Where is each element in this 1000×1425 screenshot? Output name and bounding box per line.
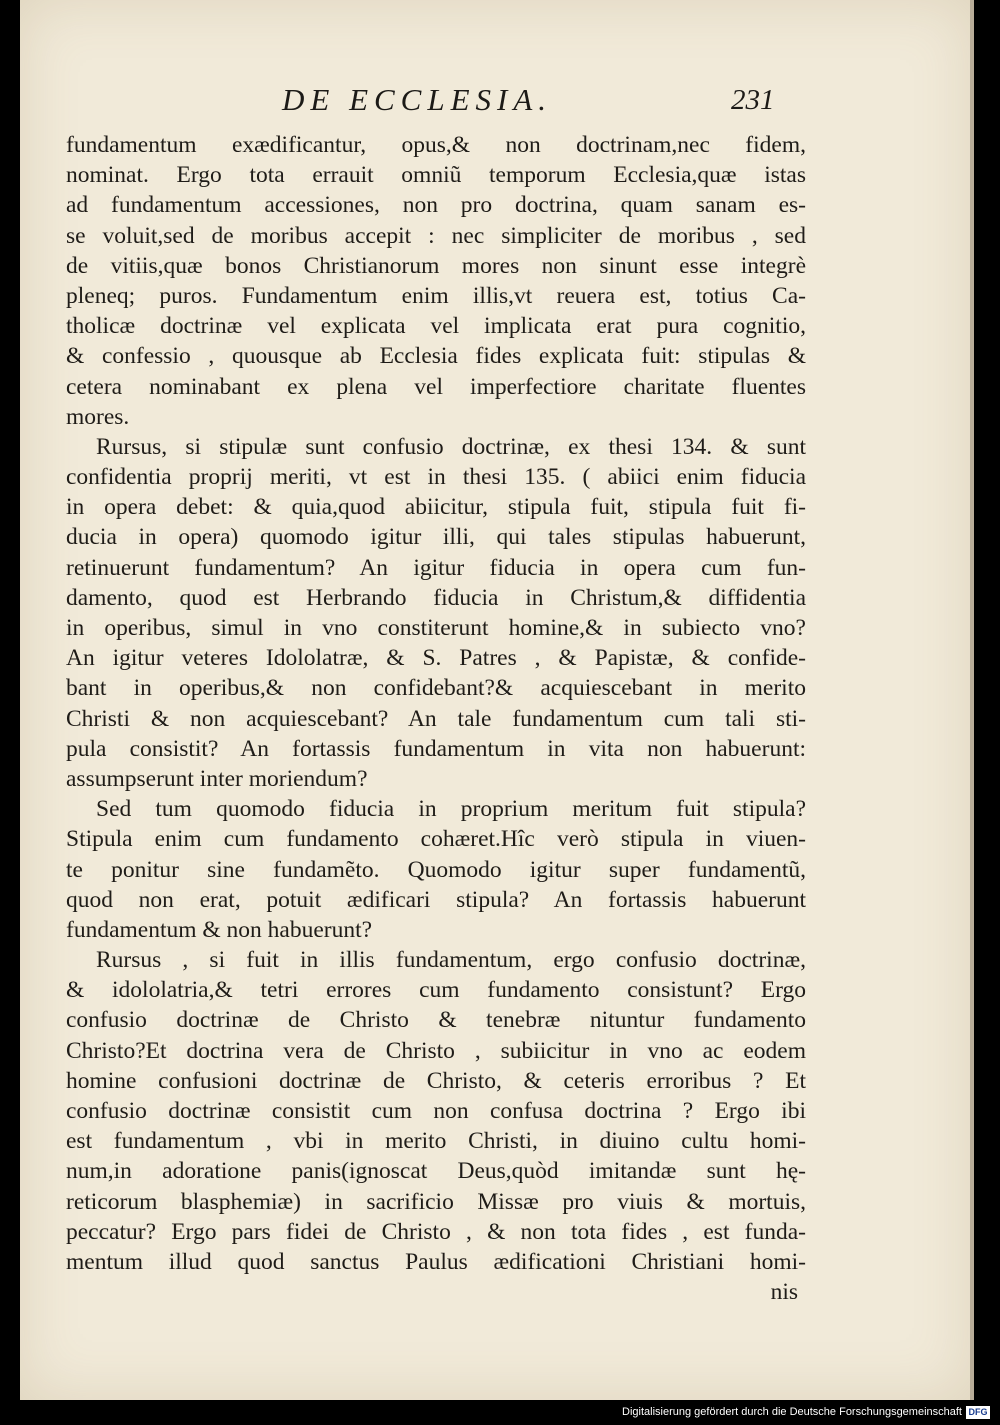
text-line: homine confusioni doctrinæ de Christo, & ceteris erroribus ? Et <box>66 1067 806 1094</box>
funding-credit: Digitalisierung gefördert durch die Deutsche Forschungsgemeinschaft <box>622 1406 962 1418</box>
text-line: num,in adoratione panis(ignoscat Deus,quòd imitandæ sunt hę- <box>66 1158 806 1185</box>
text-line: mentum illud quod sanctus Paulus ædificationi Christiani homi- <box>66 1248 806 1275</box>
dfg-logo: DFG <box>966 1406 990 1419</box>
text-line: & idololatria,& tetri errores cum fundamento consistunt? Ergo <box>66 977 806 1004</box>
text-line: quod non erat, potuit ædificari stipula? An fortassis habuerunt <box>66 886 806 913</box>
text-line: mores. <box>66 403 130 430</box>
text-line: de vitiis,quæ bonos Christianorum mores non sinunt esse integrè <box>66 252 806 279</box>
text-line: Sed tum quomodo fiducia in proprium meritum fuit stipula? <box>96 796 806 823</box>
text-line: ducia in opera) quomodo igitur illi, qui tales stipulas habuerunt, <box>66 524 806 551</box>
text-line: tholicæ doctrinæ vel explicata vel implicata erat pura cognitio, <box>66 313 806 340</box>
text-line: Christi & non acquiescebant? An tale fundamentum cum tali sti- <box>66 705 806 732</box>
text-line: pula consistit? An fortassis fundamentum in vita non habuerunt: <box>66 735 806 762</box>
body-text <box>66 130 806 1307</box>
text-line: Stipula enim cum fundamento cohæret.Hîc verò stipula in viuen- <box>66 826 806 853</box>
running-title: DE ECCLESIA. <box>282 82 553 117</box>
text-line: confusio doctrinæ consistit cum non confusa doctrina ? Ergo ibi <box>66 1098 806 1124</box>
page-header <box>20 82 972 122</box>
text-line: te ponitur sine fundamẽto. Quomodo igitur super fundamentũ, <box>66 856 806 883</box>
book-page <box>20 0 972 1400</box>
text-line: nominat. Ergo tota errauit omniũ temporum Ecclesia,quæ istas <box>66 162 806 189</box>
text-line: in operibus, simul in vno constiterunt homine,& in subiecto vno? <box>66 615 806 641</box>
text-line: Christo?Et doctrina vera de Christo , subiicitur in vno ac eodem <box>66 1037 806 1064</box>
text-line: se voluit,sed de moribus accepit : nec simpliciter de moribus , sed <box>66 222 806 249</box>
text-line: reticorum blasphemiæ) in sacrificio Missæ pro viuis & mortuis, <box>66 1188 806 1215</box>
page-number: 231 <box>731 84 775 116</box>
text-line: cetera nominabant ex plena vel imperfectiore charitate fluentes <box>66 373 806 400</box>
text-line: peccatur? Ergo pars fidei de Christo , & non tota fides , est funda- <box>66 1218 806 1245</box>
text-line: confusio doctrinæ de Christo & tenebræ nituntur fundamento <box>66 1007 806 1034</box>
text-line: An igitur veteres Idololatræ, & S. Patres , & Papistæ, & confide- <box>66 645 806 672</box>
text-line: assumpserunt inter moriendum? <box>66 765 368 792</box>
text-line: bant in operibus,& non confidebant?& acquiescebant in merito <box>66 675 806 702</box>
page-edge <box>970 0 974 1400</box>
text-line: retinuerunt fundamentum? An igitur fiducia in opera cum fun- <box>66 554 806 581</box>
catchword: nis <box>770 1279 798 1306</box>
text-line: pleneq; puros. Fundamentum enim illis,vt reuera est, totius Ca- <box>66 282 806 309</box>
text-line: confidentia proprij meriti, vt est in thesi 135. ( abiici enim fiducia <box>66 464 806 491</box>
text-line: in opera debet: & quia,quod abiicitur, stipula fuit, stipula fuit fi- <box>66 494 806 521</box>
text-line: fundamentum exædificantur, opus,& non doctrinam,nec fidem, <box>66 132 806 158</box>
text-line: ad fundamentum accessiones, non pro doctrina, quam sanam es- <box>66 192 806 219</box>
text-line: Rursus, si stipulæ sunt confusio doctrinæ, ex thesi 134. & sunt <box>96 433 806 460</box>
footer-bar <box>0 1400 1000 1425</box>
text-line: & confessio , quousque ab Ecclesia fides explicata fuit: stipulas & <box>66 343 806 370</box>
text-line: fundamentum & non habuerunt? <box>66 916 373 943</box>
text-line: Rursus , si fuit in illis fundamentum, ergo confusio doctrinæ, <box>96 947 806 974</box>
text-line: est fundamentum , vbi in merito Christi, in diuino cultu homi- <box>66 1128 806 1155</box>
text-line: damento, quod est Herbrando fiducia in Christum,& diffidentia <box>66 584 806 611</box>
